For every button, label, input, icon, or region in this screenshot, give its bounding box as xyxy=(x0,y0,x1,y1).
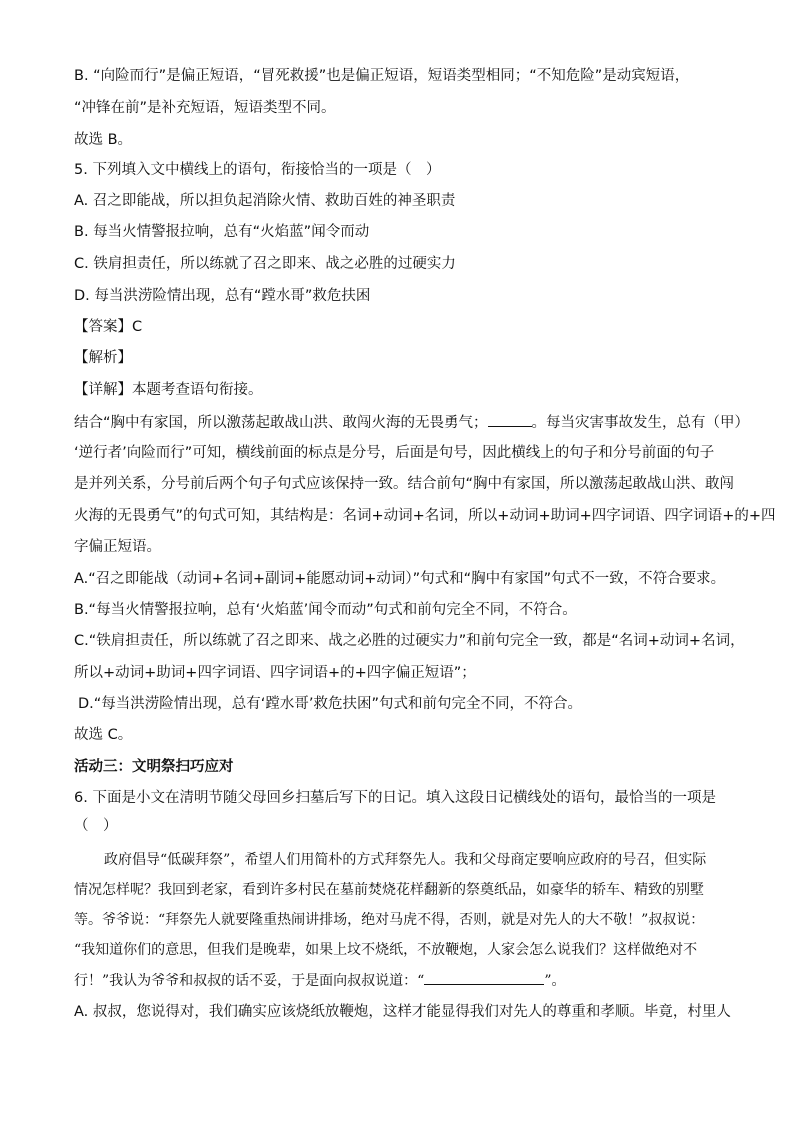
option-b: B. 每当火情警报拉响，总有“火焰蓝”闻令而动 xyxy=(74,224,370,240)
diary-line: 等。爷爷说：“拜祭先人就要隆重热闹讲排场，绝对马虎不得，否则，就是对先人的大不敬！”叔叔说： xyxy=(74,912,705,928)
fill-blank xyxy=(488,412,532,427)
text-line: 所以+动词+助词+四字词语、四字词语+的+四字偏正短语”； xyxy=(74,665,476,681)
text-line: 是并列关系，分号前后两个句子句式应该保持一致。结合前句“胸中有家国，所以激荡起敢战山洪、敢闯 xyxy=(74,476,735,492)
text-line xyxy=(74,412,749,433)
question-5-stem: 5. 下列填入文中横线上的语句，衔接恰当的一项是（ ） xyxy=(74,162,441,178)
text-line: B.“每当火情警报拉响，总有‘火焰蓝’闻令而动”句式和前句完全不同，不符合。 xyxy=(74,602,577,618)
text-line: D.“每当洪涝险情出现，总有‘蹚水哥’救危扶困”句式和前句完全不同，不符合。 xyxy=(78,696,583,712)
text-line: 故选 B。 xyxy=(74,132,133,148)
text-line: C.“铁肩担责任，所以练就了召之即来、战之必胜的过硬实力”和前句完全一致，都是“名词+动词+名词， xyxy=(74,633,745,649)
diary-line xyxy=(74,970,566,991)
option-a: A. 召之即能战，所以担负起消除火情、救助百姓的神圣职责 xyxy=(74,193,456,209)
text-segment: ”。 xyxy=(544,973,566,989)
text-line: B. “向险而行”是偏正短语，“冒死救援”也是偏正短语，短语类型相同；“不知危险”是动宾短语， xyxy=(74,68,690,84)
text-line: “冲锋在前”是补充短语，短语类型不同。 xyxy=(74,100,336,116)
question-6-bracket: （ ） xyxy=(74,818,118,834)
text-line: 字偏正短语。 xyxy=(74,539,161,555)
fill-blank xyxy=(424,970,544,985)
text-segment: 。每当灾害事故发生，总有（甲） xyxy=(531,415,750,431)
detail-line: 【详解】本题考查语句衔接。 xyxy=(74,382,263,398)
diary-line: 政府倡导“低碳拜祭”，希望人们用简朴的方式拜祭先人。我和父母商定要响应政府的号召，但实际 xyxy=(104,852,707,868)
text-line: 故选 C。 xyxy=(74,727,133,743)
diary-line: 情况怎样呢？我回到老家，看到许多村民在墓前焚烧花样翻新的祭奠纸品，如豪华的轿车、精致的别墅 xyxy=(74,882,704,898)
diary-line: “我知道你们的意思，但我们是晚辈，如果上坟不烧纸，不放鞭炮，人家会怎么说我们？这样做绝对不 xyxy=(74,942,698,958)
text-line: A.“召之即能战（动词+名词+副词+能愿动词+动词）”句式和“胸中有家国”句式不一致，不符合要求。 xyxy=(74,571,726,587)
text-segment: 行！”我认为爷爷和叔叔的话不妥，于是面向叔叔说道：“ xyxy=(74,973,425,989)
answer-label: 【答案】C xyxy=(74,319,143,335)
option-c: C. 铁肩担责任，所以练就了召之即来、战之必胜的过硬实力 xyxy=(74,256,456,272)
text-line: 火海的无畏勇气”的句式可知，其结构是：名词+动词+名词，所以+动词+助词+四字词语、四字词语+的+四 xyxy=(74,508,776,524)
analysis-label: 【解析】 xyxy=(74,350,132,366)
question-6-stem: 6. 下面是小文在清明节随父母回乡扫墓后写下的日记。填入这段日记横线处的语句，最恰当的一项是 xyxy=(74,790,716,806)
text-segment: 结合“胸中有家国，所以激荡起敢战山洪、敢闯火海的无畏勇气； xyxy=(74,415,488,431)
option-a: A. 叔叔，您说得对，我们确实应该烧纸放鞭炮，这样才能显得我们对先人的尊重和孝顺。毕竟，村里人 xyxy=(74,1004,731,1020)
section-heading: 活动三：文明祭扫巧应对 xyxy=(74,759,234,775)
text-line: ‘逆行者’向险而行”可知，横线前面的标点是分号，后面是句号，因此横线上的句子和分号前面的句子 xyxy=(74,445,715,461)
option-d: D. 每当洪涝险情出现，总有“蹚水哥”救危扶困 xyxy=(74,288,371,304)
